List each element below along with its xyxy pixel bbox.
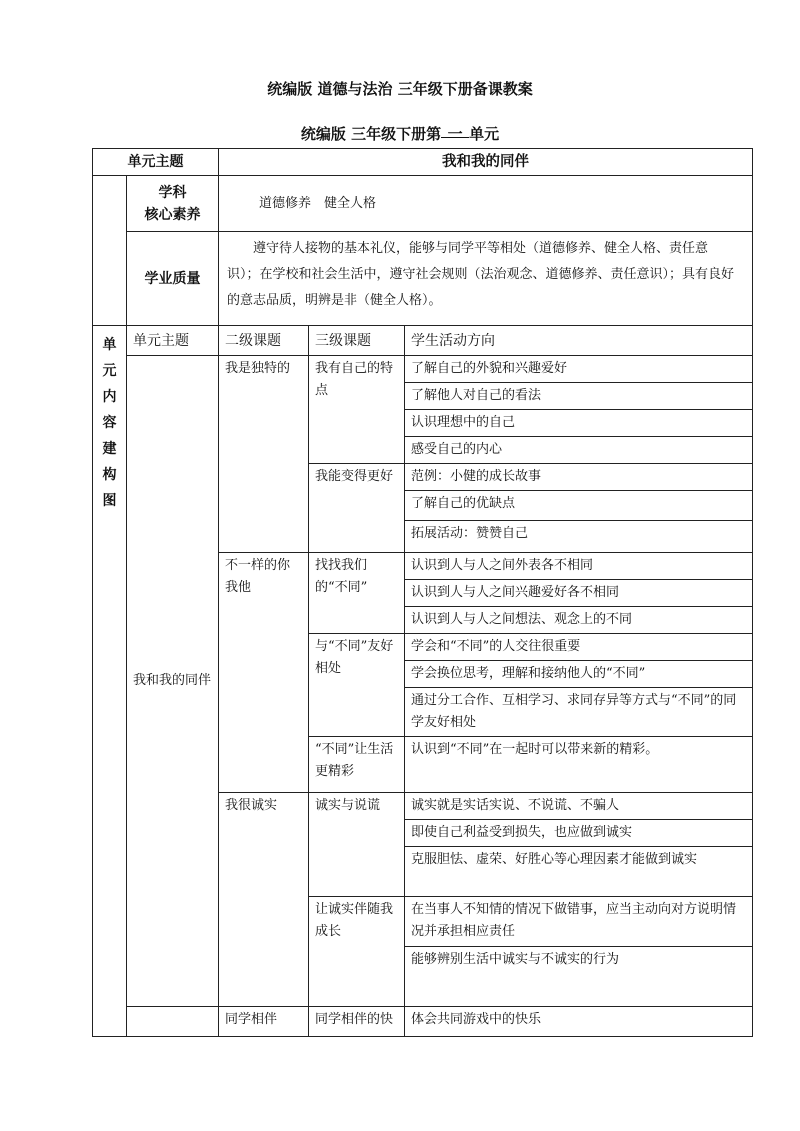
activity-cell: 认识到人与人之间兴趣爱好各不相同 (405, 580, 753, 607)
core-label-line1: 学科 (158, 184, 187, 201)
side-char: 元 (102, 363, 117, 379)
level3-cell: 我有自己的特点 (309, 356, 405, 464)
activity-cell: 能够辨别生活中诚实与不诚实的行为 (405, 947, 753, 1007)
activity-cell: 范例：小健的成长故事 (405, 464, 753, 491)
column-header-activities: 学生活动方向 (405, 326, 753, 356)
unit-theme-value: 我和我的同伴 (219, 149, 753, 176)
unit-title (0, 123, 800, 144)
academic-quality-text: 遵守待人接物的基本礼仪，能够与同学平等相处（道德修养、健全人格、责任意 识）；在学校和社会生活中，遵守社会规则（法治观念、道德修养、责任意识）；具有良好的意志品质，明辨是非（健全人格）。 (219, 232, 753, 326)
unit-theme-label: 单元主题 (93, 149, 219, 176)
activity-cell: 学会和“不同”的人交往很重要 (405, 634, 753, 661)
activity-cell: 学会换位思考，理解和接纳他人的“不同” (405, 661, 753, 688)
activity-cell: 体会共同游戏中的快乐 (405, 1007, 753, 1037)
level2-cell: 同学相伴 (219, 1007, 309, 1037)
level3-cell: 同学相伴的快 (309, 1007, 405, 1037)
activity-cell: 克服胆怯、虚荣、好胜心等心理因素才能做到诚实 (405, 847, 753, 897)
column-header-unit-theme: 单元主题 (127, 326, 219, 356)
core-literacy-label (127, 176, 219, 232)
level3-cell: 我能变得更好 (309, 464, 405, 553)
unit-theme-cell (127, 1007, 219, 1037)
core-literacy-value: 道德修养 健全人格 (219, 176, 753, 232)
activity-cell: 了解自己的外貌和兴趣爱好 (405, 356, 753, 383)
column-header-level2: 二级课题 (219, 326, 309, 356)
level2-cell: 我是独特的 (219, 356, 309, 553)
activity-cell: 即使自己利益受到损失，也应做到诚实 (405, 820, 753, 847)
lesson-plan-table (92, 148, 753, 1037)
activity-cell: 在当事人不知情的情况下做错事，应当主动向对方说明情况并承担相应责任 (405, 897, 753, 947)
unit-title-prefix: 统编版 三年级下册第 (300, 125, 442, 143)
activity-cell: 认识理想中的自己 (405, 410, 753, 437)
level2-cell: 我很诚实 (219, 793, 309, 1007)
column-header-level3: 三级课题 (309, 326, 405, 356)
unit-structure-side-label (93, 326, 127, 1037)
level3-cell: 找找我们的“不同” (309, 553, 405, 634)
unit-number-blank: 一 (441, 123, 469, 138)
level3-cell: 让诚实伴随我成长 (309, 897, 405, 1007)
level3-cell: 诚实与说谎 (309, 793, 405, 897)
side-char: 内 (102, 389, 117, 405)
activity-cell: 认识到人与人之间外表各不相同 (405, 553, 753, 580)
activity-cell: 诚实就是实话实说、不说谎、不骗人 (405, 793, 753, 820)
level3-cell: 与“不同”友好相处 (309, 634, 405, 737)
side-char: 单 (102, 337, 117, 353)
activity-cell: 了解自己的优缺点 (405, 491, 753, 521)
side-char: 建 (102, 441, 117, 457)
unit-theme-cell: 我和我的同伴 (127, 356, 219, 1007)
spacer-cell (93, 176, 127, 326)
level3-cell: “不同”让生活更精彩 (309, 737, 405, 793)
core-label-line2: 核心素养 (144, 206, 201, 223)
level2-cell: 不一样的你我他 (219, 553, 309, 793)
activity-cell: 了解他人对自己的看法 (405, 383, 753, 410)
activity-cell: 通过分工合作、互相学习、求同存异等方式与“不同”的同学友好相处 (405, 688, 753, 737)
document-title: 统编版 道德与法治 三年级下册备课教案 (267, 80, 533, 98)
academic-quality-label: 学业质量 (127, 232, 219, 326)
activity-cell: 认识到“不同”在一起时可以带来新的精彩。 (405, 737, 753, 793)
side-char: 构 (102, 467, 117, 483)
activity-cell: 感受自己的内心 (405, 437, 753, 464)
unit-title-suffix: 单元 (469, 125, 500, 143)
activity-cell: 拓展活动：赞赞自己 (405, 521, 753, 553)
activity-cell: 认识到人与人之间想法、观念上的不同 (405, 607, 753, 634)
side-char: 图 (102, 493, 117, 509)
side-char: 容 (102, 415, 117, 431)
